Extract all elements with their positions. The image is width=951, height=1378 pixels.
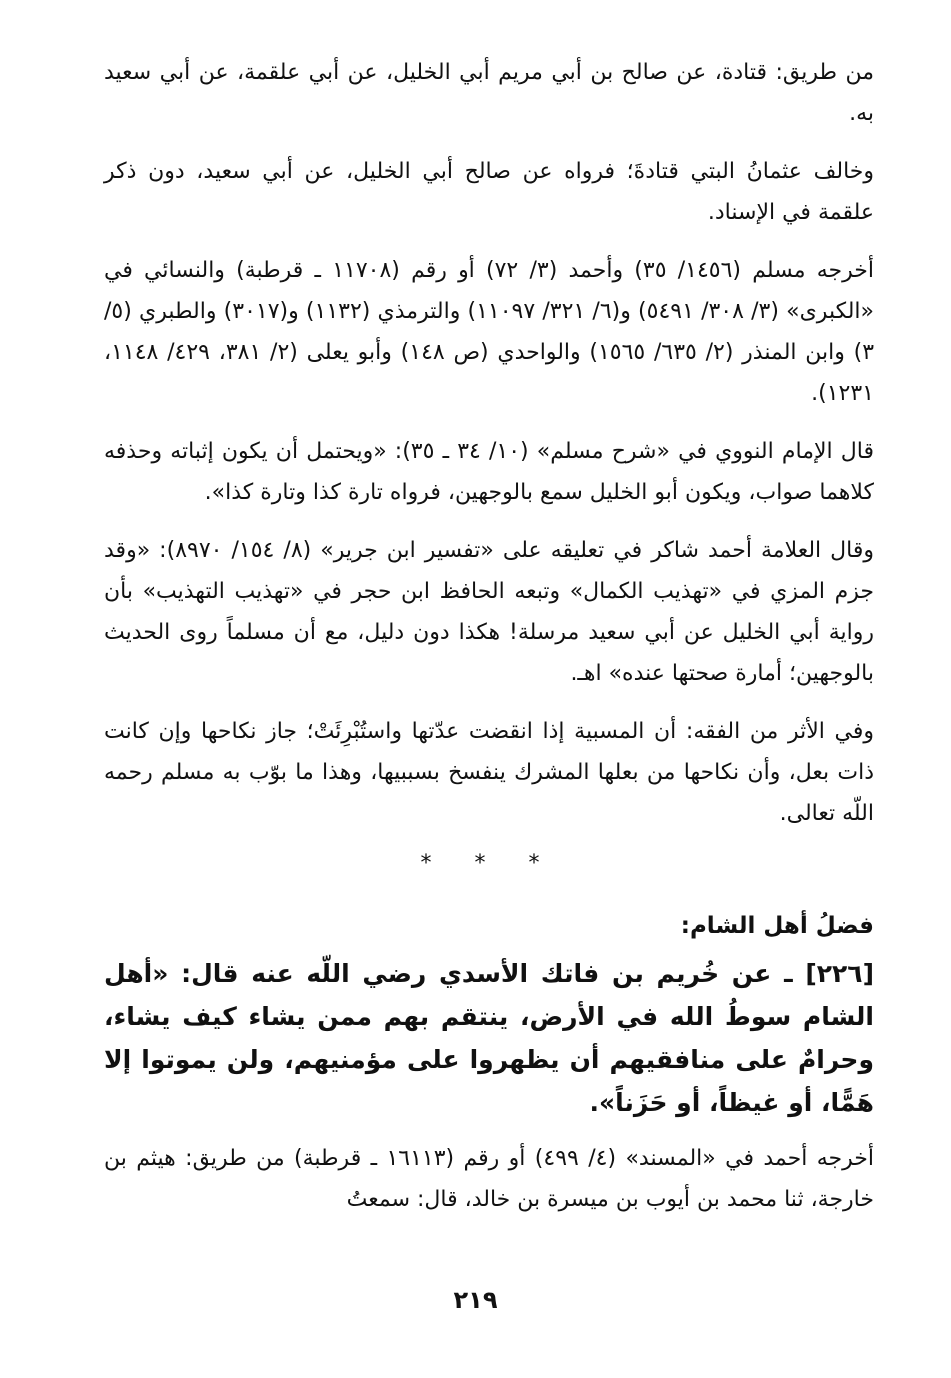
fiqh-paragraph: وفي الأثر من الفقه: أن المسبية إذا انقضت عدّتها واستُبْرِئَتْ؛ جاز نكاحها وإن كانت ذات بعل، وأن نكاحها من بعلها المشرك ينفسخ بسببيها، وهذا ما بوّب به مسلم رحمه اللّه تعالى. <box>104 719 874 826</box>
hadith-takhrij-paragraph: أخرجه أحمد في «المسند» (٤/ ٤٩٩) أو رقم (١٦١١٣ ـ قرطبة) من طريق: هيثم بن خارجة، ثنا محمد بن أيوب بن ميسرة بن خالد، قال: سمعتُ <box>104 1146 874 1212</box>
nawawi-quote-paragraph: قال الإمام النووي في «شرح مسلم» (١٠/ ٣٤ ـ ٣٥): «ويحتمل أن يكون إثباته وحذفه كلاهما صواب، ويكون أبو الخليل سمع بالوجهين، فرواه تارة كذا وتارة كذا». <box>104 439 875 505</box>
hadith-text: [٢٢٦] ـ عن خُريم بن فاتك الأسدي رضي اللّه عنه قال: «أهل الشام سوطُ الله في الأرض، ينتقم بهم ممن يشاء كيف يشاء، وحرامٌ على منافقيهم أن يظهروا على مؤمنيهم، ولن يموتوا إلا هَمًّا، أو غيظاً، أو حَزَناً». <box>104 959 874 1117</box>
shakir-quote-paragraph: وقال العلامة أحمد شاكر في تعليقه على «تفسير ابن جرير» (٨/ ١٥٤/ ٨٩٧٠): «وقد جزم المزي في «تهذيب الكمال» وتبعه الحافظ ابن حجر في «تهذيب التهذيب» بأن رواية أبي الخليل عن أبي سعيد مرسلة! هكذا دون دليل، مع أن مسلماً روى الحديث بالوجهين؛ أمارة صحتها عنده» اهـ. <box>104 538 875 686</box>
page-body <box>104 52 874 1237</box>
page-number: ٢١٩ <box>453 1286 498 1314</box>
takhrij-paragraph: أخرجه مسلم (١٤٥٦/ ٣٥) وأحمد (٣/ ٧٢) أو رقم (١١٧٠٨ ـ قرطبة) والنسائي في «الكبرى» (٣/ ٣٠٨/ ٥٤٩١) و(٦/ ٣٢١/ ١١٠٩٧) والترمذي (١١٣٢) و(٣٠١٧) والطبري (٥/ ٣) وابن المنذر (٢/ ٦٣٥/ ١٥٦٥) والواحدي (ص ١٤٨) وأبو يعلى (٢/ ٣٨١، ٤٢٩/ ١١٤٨، ١٢٣١). <box>104 258 875 406</box>
section-title: فضلُ أهل الشام: <box>680 913 874 939</box>
variant-narration-paragraph: وخالف عثمانُ البتي قتادةَ؛ فرواه عن صالح أبي الخليل، عن أبي سعيد، دون ذكر علقمة في الإسناد. <box>104 159 874 225</box>
section-separator: * * * <box>420 851 558 876</box>
isnad-paragraph: من طريق: قتادة، عن صالح بن أبي مريم أبي الخليل، عن أبي علقمة، عن أبي سعيد به. <box>104 60 874 126</box>
